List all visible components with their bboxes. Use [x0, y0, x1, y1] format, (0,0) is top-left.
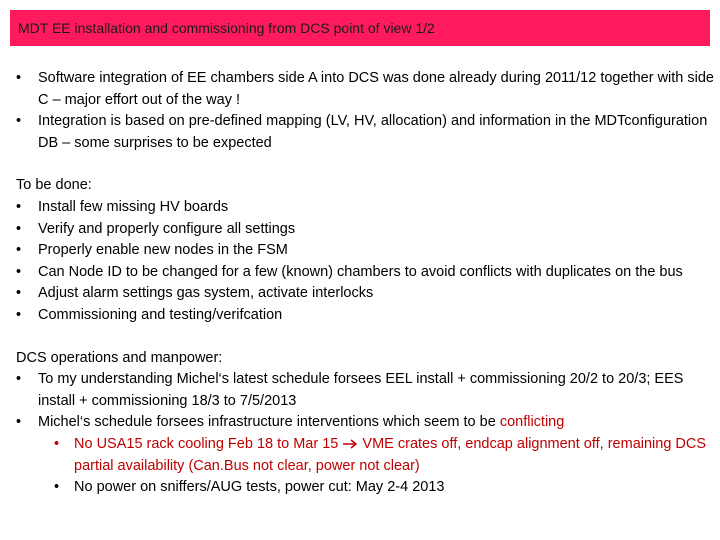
bullet-icon: •: [16, 113, 22, 130]
todo-item: • Adjust alarm settings gas system, activate interlocks: [16, 283, 716, 305]
conflict-highlight: conflicting: [499, 414, 565, 431]
bullet-icon: •: [16, 242, 22, 259]
ops-subitem: • No USA15 rack cooling Feb 18 to Mar 15 VME crates off, endcap alignment off, remaining DCS partial availability (Can.Bus not clear, power not clear): [54, 435, 707, 474]
bullet-icon: •: [16, 220, 22, 237]
right-arrow-icon: [342, 439, 358, 449]
ops-subitem: • No power on sniffers/AUG tests, power cut: May 2-4 2013: [16, 477, 716, 499]
todo-item: • Verify and properly configure all settings: [16, 219, 716, 241]
bullet-icon: •: [54, 479, 60, 496]
bullet-icon: •: [16, 198, 22, 215]
todo-item: • Commissioning and testing/verifcation: [16, 305, 716, 327]
todo-item: • Properly enable new nodes in the FSM: [16, 240, 716, 262]
slide-body: [16, 68, 716, 499]
title-bar: [10, 10, 710, 46]
bullet-icon: •: [16, 263, 22, 280]
bullet-icon: •: [16, 414, 22, 431]
todo-item: • Install few missing HV boards: [16, 197, 716, 219]
intro-bullet: • Integration is based on pre-defined mapping (LV, HV, allocation) and information in the MDTconfiguration DB – some surprises to be expected: [16, 113, 708, 151]
bullet-icon: •: [16, 306, 22, 323]
todo-item: • Can Node ID to be changed for a few (known) chambers to avoid conflicts with duplicates on the bus: [16, 262, 716, 284]
ops-item: • Michel‘s schedule forsees infrastructure interventions which seem to be conflicting: [16, 412, 716, 434]
bullet-icon: •: [54, 435, 60, 452]
ops-heading: DCS operations and manpower:: [16, 349, 223, 366]
bullet-icon: •: [16, 371, 22, 388]
bullet-icon: •: [16, 70, 22, 86]
ops-item: • To my understanding Michel‘s latest schedule forsees EEL install + commissioning 20/2 to 20/3; EES install + commissioning 18/3 to 7/5/2013: [16, 371, 684, 409]
intro-bullet: • Software integration of EE chambers side A into DCS was done already during 2011/12 together with side C – major effort out of the way !: [16, 70, 714, 108]
todo-heading: To be done:: [16, 177, 92, 194]
slide-title: MDT EE installation and commissioning from DCS point of view 1/2: [18, 20, 435, 36]
bullet-icon: •: [16, 285, 22, 302]
